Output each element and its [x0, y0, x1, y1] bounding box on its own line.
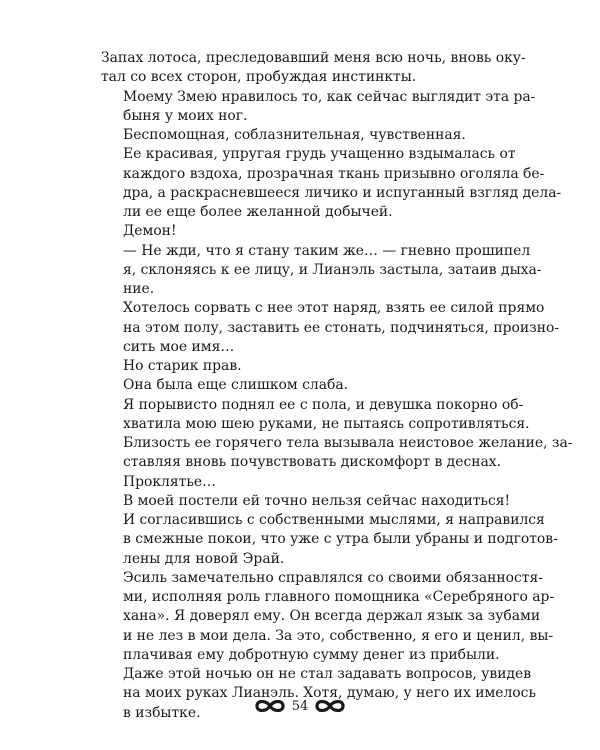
text-line: И согласившись с собственными мыслями, я направился [123, 512, 545, 528]
paragraph [101, 492, 511, 511]
text-line: Хотелось сорвать с нее этот наряд, взять ее силой прямо [123, 300, 545, 317]
text-line: плачивая ему добротную сумму денег из прибыли. [123, 646, 500, 663]
paragraph [101, 49, 526, 88]
text-line: хватила мою шею руками, не пытаясь сопротивляться. [123, 415, 530, 432]
infinity-left-icon [253, 697, 287, 715]
body-text [101, 49, 573, 723]
paragraph [101, 569, 555, 665]
paragraph [101, 511, 558, 569]
text-line: на этом полу, заставить ее стонать, подчиняться, произно- [123, 319, 560, 336]
text-line: быня у моих ног. [123, 107, 248, 124]
paragraph [101, 299, 560, 357]
text-line: в смежные покои, что уже с утра были убраны и подготов- [123, 531, 558, 548]
text-line: Близость ее горячего тела вызывала неистовое желание, за- [123, 435, 573, 451]
text-line: ставляя вновь почувствовать дискомфорт в деснах. [123, 454, 502, 471]
text-line: в избытке. [123, 704, 201, 721]
paragraph [101, 88, 536, 127]
paragraph [101, 396, 573, 473]
text-line: хана». Я доверял ему. Он всегда держал язык за зубами [123, 608, 541, 625]
page-footer [0, 694, 600, 718]
text-line: дра, а раскрасневшееся личико и испуганный взгляд дела- [123, 184, 562, 201]
text-line: Эсиль замечательно справлялся со своими обязанностя- [123, 569, 543, 586]
text-line: ми, исполняя роль главного помощника «Серебряного ар- [123, 589, 555, 605]
paragraph [101, 473, 499, 492]
text-line: Она была еще слишком слаба. [123, 377, 349, 394]
text-line: на моих руках Лианэль. Хотя, думаю, у него их имелось [123, 685, 537, 702]
paragraph [101, 357, 499, 376]
paragraph [101, 242, 542, 300]
text-line: сить мое имя… [123, 338, 235, 355]
text-line: и не лез в мои дела. За это, собственно, я его и ценил, вы- [123, 627, 554, 644]
infinity-right-icon [313, 697, 347, 715]
text-line: Демон! [123, 223, 177, 240]
text-line: Запах лотоса, преследовавший меня всю ночь, вновь оку- [101, 50, 526, 66]
paragraph [101, 145, 562, 222]
text-line: ли ее еще более желанной добычей. [123, 204, 393, 220]
text-line: Беспомощная, соблазнительная, чувственная. [123, 127, 466, 143]
text-line: Моему Змею нравилось то, как сейчас выглядит эта ра- [123, 88, 536, 105]
text-line: В моей постели ей точно нельзя сейчас находиться! [123, 492, 511, 509]
text-line: Ее красивая, упругая грудь учащенно вздымалась от [123, 146, 516, 163]
text-line: Я порывисто поднял ее с пола, и девушка покорно об- [123, 396, 524, 413]
paragraph [101, 126, 499, 145]
text-line: лены для новой Эрай. [123, 550, 285, 567]
paragraph [101, 222, 499, 241]
text-line: каждого вздоха, прозрачная ткань призывно оголяла бе- [123, 165, 545, 182]
text-line: ние. [123, 281, 155, 297]
text-line: Но старик прав. [123, 358, 242, 374]
text-line: Проклятье… [123, 473, 216, 490]
paragraph [101, 376, 499, 395]
text-line: — Не жди, что я стану таким же… — гневно прошипел [123, 242, 531, 259]
text-line: я, склоняясь к ее лицу, и Лианэль застыла, затаив дыха- [123, 261, 542, 278]
text-line: тал со всех сторон, пробуждая инстинкты. [101, 69, 417, 86]
page-number: 54 [291, 698, 309, 714]
text-line: Даже этой ночью он не стал задавать вопросов, увидев [123, 666, 532, 682]
